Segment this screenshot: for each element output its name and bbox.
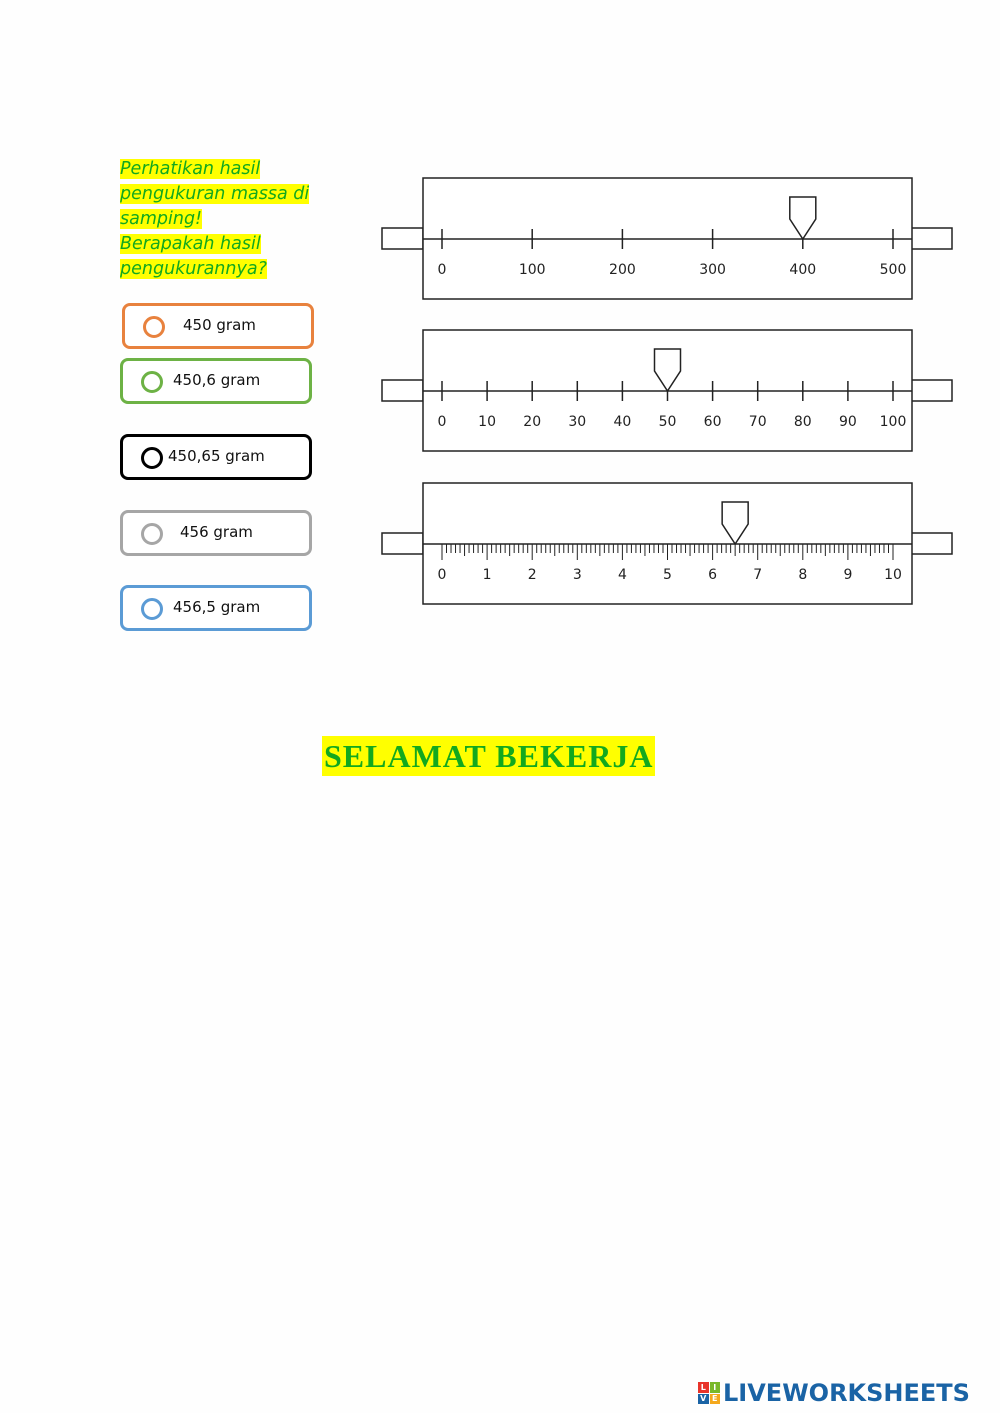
tick-label: 4 <box>617 567 627 583</box>
brand-name: LIVEWORKSHEETS <box>723 1379 970 1407</box>
beam-right-end <box>911 380 952 401</box>
tick-label: 20 <box>523 414 542 430</box>
beam-left-end <box>382 380 423 401</box>
tick-label: 80 <box>793 414 812 430</box>
tick-label: 5 <box>663 567 672 583</box>
logo-letter: I <box>710 1382 721 1393</box>
tick-label: 400 <box>789 262 817 278</box>
question-line: pengukurannya? <box>120 259 267 279</box>
question-line: samping! <box>120 209 203 229</box>
question-line: Berapakah hasil <box>120 234 261 254</box>
beam-left-end <box>382 228 423 249</box>
tick-label: 9 <box>843 567 853 583</box>
beam-right-end <box>911 228 952 249</box>
tick-label: 40 <box>613 414 632 430</box>
liveworksheets-logo-icon <box>698 1382 720 1404</box>
option-label: 450,6 gram <box>173 371 261 389</box>
option-label: 450 gram <box>183 316 256 334</box>
tick-label: 10 <box>884 567 902 583</box>
logo-letter: L <box>698 1382 709 1393</box>
tick-label: 0 <box>437 262 447 278</box>
tick-label: 3 <box>572 567 582 583</box>
tick-label: 0 <box>437 567 447 583</box>
tick-label: 2 <box>527 567 537 583</box>
option-label: 456 gram <box>180 523 253 541</box>
closing-message: SELAMAT BEKERJA <box>324 738 654 774</box>
tick-label: 0 <box>437 414 447 430</box>
tick-label: 70 <box>748 414 767 430</box>
triple-beam-scale-figure <box>0 0 1000 640</box>
tick-label: 8 <box>798 567 808 583</box>
logo-letter: E <box>710 1394 721 1405</box>
tick-label: 100 <box>518 262 546 278</box>
tick-label: 100 <box>879 414 907 430</box>
tick-label: 200 <box>609 262 636 278</box>
tick-label: 50 <box>658 414 677 430</box>
question-line: Perhatikan hasil <box>120 159 261 179</box>
brand-footer <box>698 1378 970 1408</box>
question-line: pengukuran massa di <box>120 184 310 204</box>
option-label: 450,65 gram <box>168 447 265 465</box>
beam-right-end <box>911 533 952 554</box>
tick-label: 10 <box>478 414 497 430</box>
logo-letter: V <box>698 1394 709 1405</box>
tick-label: 30 <box>568 414 587 430</box>
tick-label: 90 <box>838 414 857 430</box>
tick-label: 500 <box>879 262 907 278</box>
tick-label: 6 <box>708 567 718 583</box>
tick-label: 1 <box>482 567 492 583</box>
tick-label: 60 <box>703 414 722 430</box>
tick-label: 7 <box>753 567 763 583</box>
tick-label: 300 <box>699 262 726 278</box>
option-label: 456,5 gram <box>173 598 261 616</box>
beam-left-end <box>382 533 423 554</box>
